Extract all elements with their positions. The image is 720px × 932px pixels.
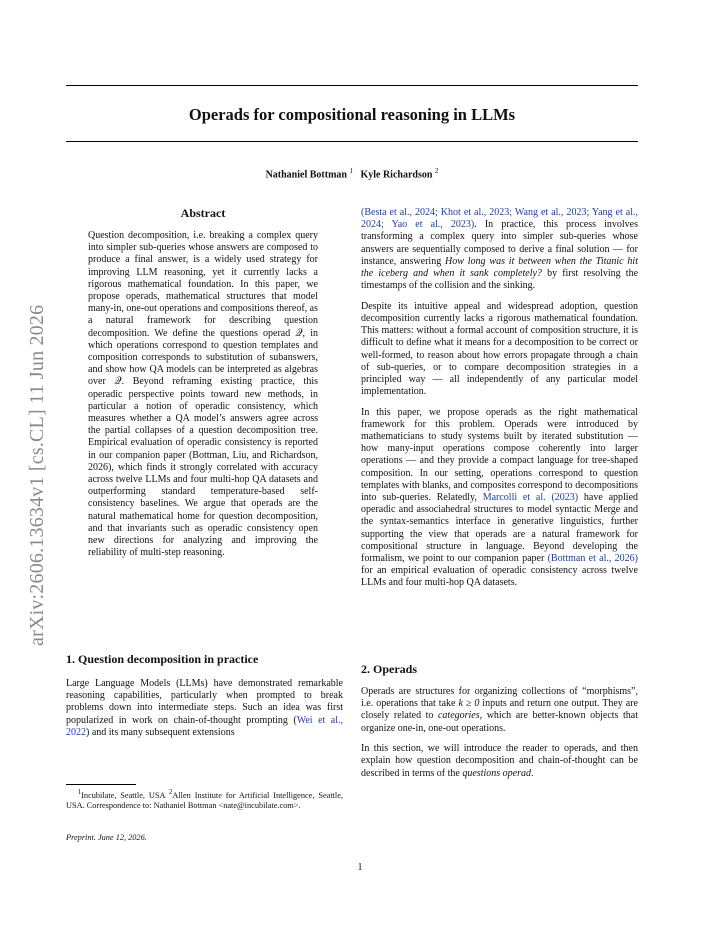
title-bottom-rule [66, 141, 638, 142]
footnote-rule [66, 784, 136, 785]
author-affiliation-mark: 2 [434, 167, 439, 175]
abstract-heading: Abstract [180, 206, 226, 220]
paper-title: Operads for compositional reasoning in LLMs [188, 105, 516, 124]
intro-paragraph-1: (Besta et al., 2024; Khot et al., 2023; Wang et al., 2023; Yang et al., 2024; Yao et al., 2023). In practice, this process involves transforming a complex query into simpler sub-queries whose answers are sequentially composed to derive a final solution — for instance, answering How long was it between when the Titanic hit the iceberg and when it sank completely? by first resolving the timestamps of the collision and the sinking. [361, 207, 639, 292]
abstract-text: Question decomposition, i.e. breaking a complex query into simpler sub-queries whose answers are composed to produce a final answer, is a widely used strategy for improving LLM reasoning, yet it currently lacks a rigorous mathematical foundation. In this paper, we propose operads, mathematical structures that model many-in, one-out operations and compositions thereof, as a natural framework for describing question decomposition. We define the questions operad 𝒬, in which operations correspond to question templates and composition corresponds to substitution of subanswers, and show how QA models can be interpreted as algebras over 𝒬. Beyond reframing existing practice, this operadic perspective points toward new methods, in particular a notion of operadic consistency, which measures whether a QA model’s answers agree across the partial collapses of a question decomposition tree. Empirical evaluation of operadic consistency is reported in our companion paper (Bottman, Liu, and Richardson, 2026), which finds it strongly correlated with accuracy across twelve LLMs and four multi-hop QA datasets and outperforming standard temperature-based self-consistency baselines. We argue that operads are the natural mathematical home for question decomposition, and that invariants such as operadic consistency open new directions for analyzing and improving the reliability of multi-step reasoning. [88, 230, 318, 559]
intro-paragraph-2: Despite its intuitive appeal and widespread adoption, question decomposition currently lacks a rigorous mathematical foundation. This matters: without a formal account of composition structure, it is difficult to define what it means for a decomposition to be correct or well-formed, to reason about how errors propagate through a chain of sub-queries, or to compare decomposition strategies in a principled way — all independently of any particular model implementation. [361, 300, 638, 398]
section-2-paragraph-1: Operads are structures for organizing collections of “morphisms”, i.e. operations that take k ≥ 0 inputs and return one output. They are closely related to categories, which are better-known objects that organize one-in, one-out operations. [361, 686, 638, 734]
right-column [361, 207, 638, 598]
citation-link[interactable]: Wei et al., 2022 [66, 714, 343, 738]
section-1-paragraph: Large Language Models (LLMs) have demonstrated remarkable reasoning capabilities, particularly when prompted to break problems down into intermediate steps. Such an idea was first popularized in work on chain-of-thought prompting (Wei et al., 2022) and its many subsequent extensions [66, 678, 343, 738]
section-2-heading: 2. Operads [361, 662, 418, 676]
section-2-paragraph-2: In this section, we will introduce the reader to operads, and then explain how question decomposition and chain-of-thought can be described in terms of the questions operad. [361, 743, 638, 779]
preprint-note: Preprint. June 12, 2026. [66, 833, 147, 842]
footnote: $^1$Incubilate, Seattle, USA $^2$Allen Institute for Artificial Intelligence, Seattle, USA. Correspondence to: Nathaniel Bottman <nate@incubilate.com>. [66, 789, 343, 810]
section-1-heading: 1. Question decomposition in practice [66, 652, 259, 666]
math-expression: k ≥ 0 [458, 698, 480, 710]
intro-paragraph-3: In this paper, we propose operads as the right mathematical framework for this problem. Operads were introduced by mathematicians to study systems built by iterated substitution — how many-input operations compose coherently into larger operations — and they provide a compact language for tree-shaped composition. In our setting, operations correspond to question templates with blanks, and composites correspond to decompositions into sub-queries. Relatedly, Marcolli et al. (2023) have applied operadic and associahedral structures to model syntactic Merge and the syntax-semantics interface in generative linguistics, further supporting the view that operads are a natural framework for compositional structure in language. Beyond developing the formalism, we point to our companion paper (Bottman et al., 2026) for an empirical evaluation of operadic consistency across twelve LLMs and four multi-hop QA datasets. [361, 406, 639, 589]
page-number: 1 [357, 862, 363, 873]
author-name: Kyle Richardson [360, 169, 433, 181]
arxiv-identifier: arXiv:2606.13634v1 [cs.CL] 11 Jun 2026 [26, 304, 48, 646]
title-top-rule [66, 85, 638, 86]
citation-link[interactable]: (Besta et al., 2024; Khot et al., 2023; Wang et al., 2023; Yang et al., 2024; Yao et al., 2023) [361, 207, 638, 231]
author-affiliation-mark: 1 [349, 167, 353, 175]
citation-link[interactable]: (Bottman et al., 2026) [547, 553, 638, 565]
section-2-body [361, 686, 638, 788]
citation-link[interactable]: Marcolli et al. (2023) [482, 492, 579, 504]
author-list [66, 167, 638, 180]
author-name: Nathaniel Bottman [265, 169, 347, 181]
